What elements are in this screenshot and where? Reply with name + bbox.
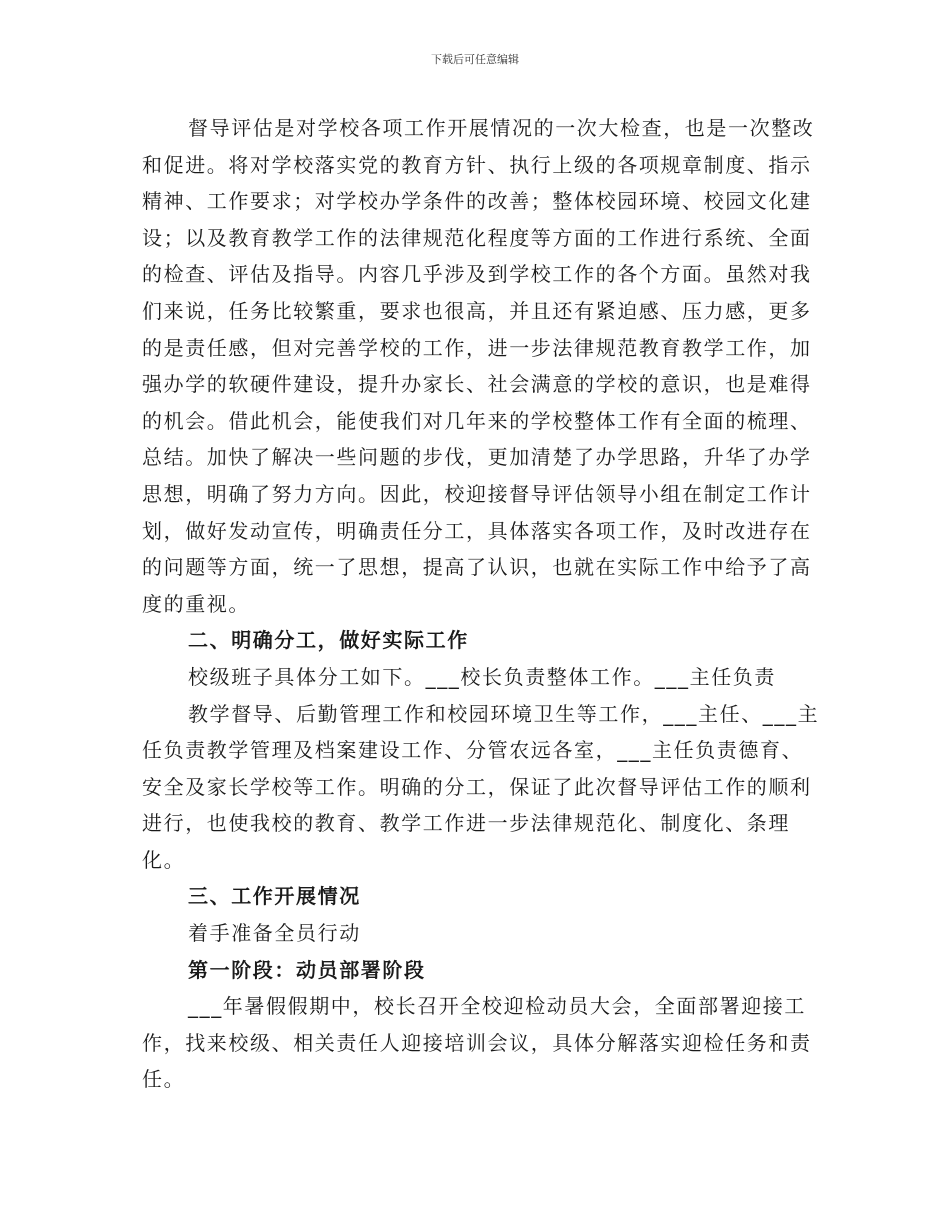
paragraph-stage-1: ___年暑假假期中，校长召开全校迎检动员大会，全面部署迎接工作，找来校级、相关责任人迎接培训会议，具体分解落实迎检任务和责任。 — [142, 994, 812, 1092]
subsection-heading-stage-1: 第一阶段：动员部署阶段 — [188, 957, 426, 982]
paragraph-division-detail: 教学督导、后勤管理工作和校园环境卫生等工作，___主任、___主任负责教学管理及档案建设工作、分管农远各室，___主任负责德育、安全及家长学校等工作。明确的分工，保证了此次督导评估工作的顺利进行，也使我校的教育、教学工作进一步法律规范化、制度化、条理化。 — [142, 701, 820, 872]
paragraph-division-intro: 校级班子具体分工如下。___校长负责整体工作。___主任负责 — [188, 664, 776, 689]
paragraph-preparation: 着手准备全员行动 — [188, 921, 361, 946]
document-body — [142, 110, 822, 1098]
section-heading-3: 三、工作开展情况 — [188, 884, 361, 909]
paragraph-overview: 督导评估是对学校各项工作开展情况的一次大检查，也是一次整改和促进。将对学校落实党的教育方针、执行上级的各项规章制度、指示精神、工作要求；对学校办学条件的改善；整体校园环境、校园文化建设；以及教育教学工作的法律规范化程度等方面的工作进行系统、全面的检查、评估及指导。内容几乎涉及到学校工作的各个方面。虽然对我们来说，任务比较繁重，要求也很高，并且还有紧迫感、压力感，更多的是责任感，但对完善学校的工作，进一步法律规范教育教学工作，加强办学的软硬件建设，提升办家长、社会满意的学校的意识，也是难得的机会。借此机会，能使我们对几年来的学校整体工作有全面的梳理、总结。加快了解决一些问题的步伐，更加清楚了办学思路，升华了办学思想，明确了努力方向。因此，校迎接督导评估领导小组在制定工作计划，做好发动宣传，明确责任分工，具体落实各项工作，及时改进存在的问题等方面，统一了思想，提高了认识，也就在实际工作中给予了高度的重视。 — [142, 116, 815, 616]
section-heading-2: 二、明确分工，做好实际工作 — [188, 628, 469, 653]
page-header: 下载后可任意编辑 — [431, 53, 519, 66]
